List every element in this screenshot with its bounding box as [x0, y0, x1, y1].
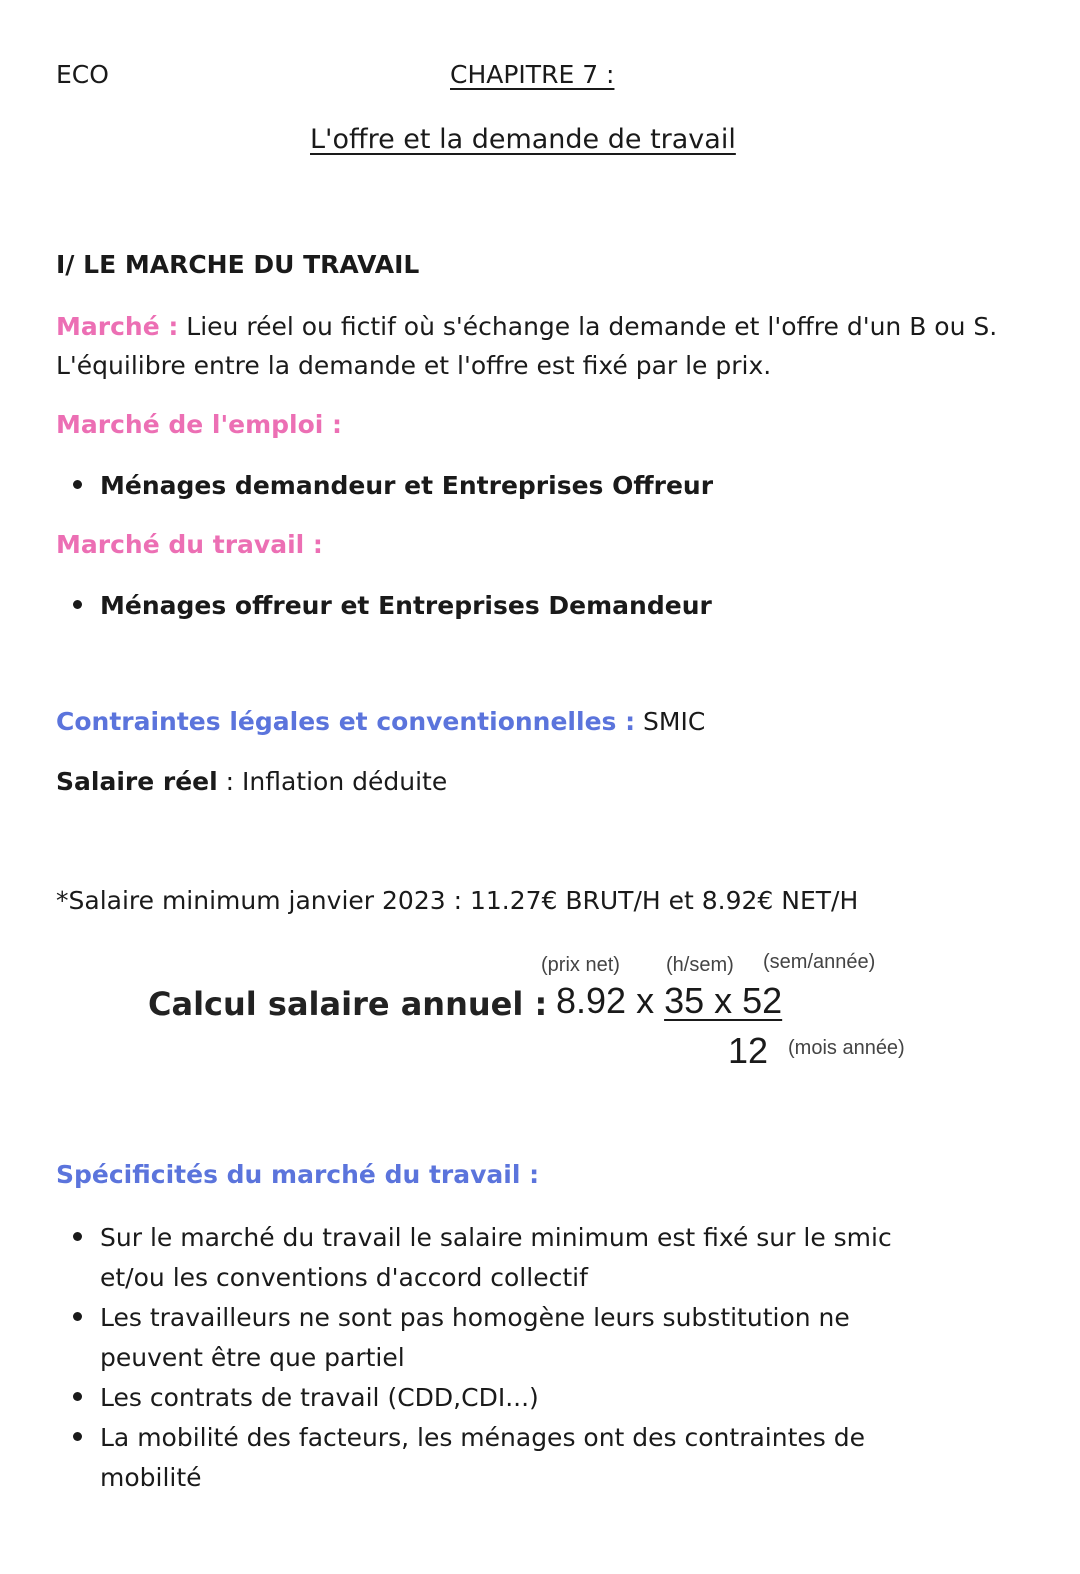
definition-contraintes	[56, 707, 705, 736]
list-item	[100, 1298, 850, 1378]
annotation-prix-net: (prix net)	[541, 954, 620, 976]
list-item-line: mobilité	[100, 1463, 202, 1492]
term-marche-travail: Marché du travail :	[56, 530, 323, 559]
list-item	[100, 1418, 865, 1498]
list-item-line: La mobilité des facteurs, les ménages ont des contraintes de	[100, 1423, 866, 1452]
chapter-title: CHAPITRE 7 :	[450, 60, 615, 89]
definition-marche	[56, 312, 997, 341]
page-title: L'offre et la demande de travail	[310, 124, 736, 155]
term-salaire-reel: Salaire réel	[56, 767, 218, 796]
list-item-line: Les travailleurs ne sont pas homogène leurs substitution ne	[100, 1303, 850, 1332]
definition-marche-text: Lieu réel ou fictif où s'échange la demande et l'offre d'un B ou S.	[178, 312, 998, 341]
formula-term-prix: 8.92 x	[556, 980, 665, 1021]
definition-marche-line2: L'équilibre entre la demande et l'offre est fixé par le prix.	[56, 351, 772, 380]
formula-label: Calcul salaire annuel :	[148, 985, 548, 1023]
term-marche: Marché :	[56, 312, 179, 341]
list-item	[100, 1378, 539, 1418]
section-heading: I/ LE MARCHE DU TRAVAIL	[56, 250, 420, 279]
term-marche-emploi: Marché de l'emploi :	[56, 410, 343, 439]
definition-salaire-reel	[56, 767, 447, 796]
annotation-h-sem: (h/sem)	[666, 954, 734, 976]
list-item-line: et/ou les conventions d'accord collectif	[100, 1263, 588, 1292]
term-contraintes: Contraintes légales et conventionnelles :	[56, 707, 636, 736]
list-item	[100, 1218, 892, 1298]
list-item: Ménages offreur et Entreprises Demandeur	[100, 586, 712, 626]
annotation-mois-annee: (mois année)	[788, 1037, 905, 1059]
list-item: Ménages demandeur et Entreprises Offreur	[100, 466, 713, 506]
subject-label: ECO	[56, 60, 109, 89]
smic-note: *Salaire minimum janvier 2023 : 11.27€ BRUT/H et 8.92€ NET/H	[56, 886, 859, 915]
specificites-heading: Spécificités du marché du travail :	[56, 1160, 540, 1189]
formula-numerator	[556, 980, 782, 1022]
list-item-line: Les contrats de travail (CDD,CDI...)	[100, 1383, 539, 1412]
formula-term-heures-semaines: 35 x 52	[664, 980, 783, 1021]
definition-salaire-reel-text: : Inflation déduite	[217, 767, 448, 796]
definition-contraintes-text: SMIC	[635, 707, 706, 736]
formula-denominator: 12	[728, 1030, 769, 1071]
list-item-line: peuvent être que partiel	[100, 1343, 405, 1372]
list-item-line: Sur le marché du travail le salaire minimum est fixé sur le smic	[100, 1223, 892, 1252]
annotation-sem-annee: (sem/année)	[763, 951, 876, 973]
